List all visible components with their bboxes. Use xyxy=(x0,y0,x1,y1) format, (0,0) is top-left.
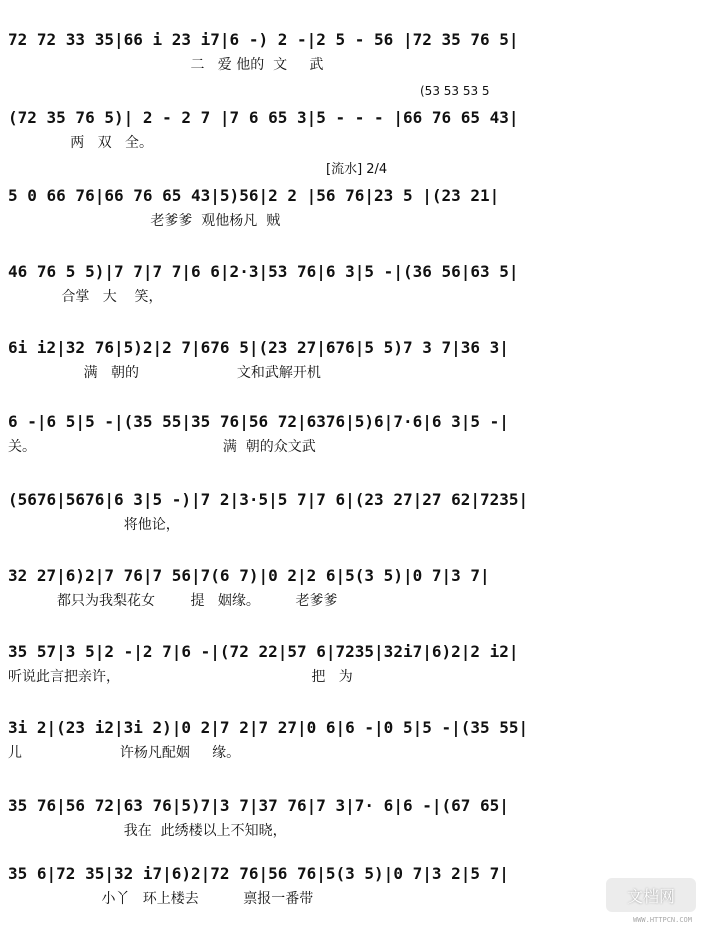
lyrics-line: 两 双 全。 xyxy=(8,135,154,151)
lyrics-line: 满 朝的 文和武解开机 xyxy=(8,365,321,381)
score-system-7 xyxy=(0,490,710,560)
lyrics-line: 我在 此绣楼以上不知晓， xyxy=(8,823,287,839)
notation-line: 5 0 66 76|66 76 65 43|5)56|2 2 |56 76|23 5 |(23 21| xyxy=(8,186,500,205)
lyrics-line: 听说此言把亲许， 把 为 xyxy=(8,669,353,685)
notation-line: 6 -|6 5|5 -|(35 55|35 76|56 72|6376|5)6|7·6|6 3|5 -| xyxy=(8,412,509,431)
site-watermark xyxy=(606,878,696,924)
score-system-6 xyxy=(0,412,710,482)
score-system-9 xyxy=(0,642,710,712)
notation-line: 35 6|72 35|32 i7|6)2|72 76|56 76|5(3 5)|0 7|3 2|5 7| xyxy=(8,864,509,883)
lyrics-line: 老爹爹 观他杨凡 贼 xyxy=(8,213,281,229)
notation-line: (5676|5676|6 3|5 -)|7 2|3·5|5 7|7 6|(23 27|27 62|7235| xyxy=(8,490,529,509)
notation-line: 46 76 5 5)|7 7|7 7|6 6|2·3|53 76|6 3|5 -|(36 56|63 5| xyxy=(8,262,519,281)
score-system-10 xyxy=(0,718,710,788)
tempo-mark: [流水] 2/4 xyxy=(326,162,388,177)
notation-line: 35 57|3 5|2 -|2 7|6 -|(72 22|57 6|7235|32i7|6)2|2 i2| xyxy=(8,642,519,661)
pickup-annotation: (53 53 53 5 xyxy=(420,84,490,98)
score-system-11 xyxy=(0,796,710,866)
score-system-4 xyxy=(0,262,710,332)
notation-line: (72 35 76 5)| 2 - 2 7 |7 6 65 3|5 - - - |66 76 65 43| xyxy=(8,108,519,127)
score-system-12 xyxy=(0,864,710,934)
notation-line: 32 27|6)2|7 76|7 56|7(6 7)|0 2|2 6|5(3 5)|0 7|3 7| xyxy=(8,566,490,585)
score-system-1 xyxy=(0,30,710,100)
score-system-3 xyxy=(0,186,710,256)
notation-line: 6i i2|32 76|5)2|2 7|676 5|(23 27|676|5 5)7 3 7|36 3| xyxy=(8,338,509,357)
lyrics-line: 儿 许杨凡配姻 缘。 xyxy=(8,745,241,761)
lyrics-line: 合掌 大 笑， xyxy=(8,289,163,305)
notation-line: 72 72 33 35|66 i 23 i7|6 -) 2 -|2 5 - 56 |72 35 76 5| xyxy=(8,30,519,49)
notation-line: 3i 2|(23 i2|3i 2)|0 2|7 2|7 27|0 6|6 -|0 5|5 -|(35 55| xyxy=(8,718,529,737)
score-system-5 xyxy=(0,338,710,408)
lyrics-line: 关。 满 朝的众文武 xyxy=(8,439,316,455)
lyrics-line: 都只为我梨花女 提 姻缘。 老爹爹 xyxy=(8,593,338,609)
watermark-text: 文档网 xyxy=(626,886,675,906)
notation-line: 35 76|56 72|63 76|5)7|3 7|37 76|7 3|7· 6|6 -|(67 65| xyxy=(8,796,509,815)
lyrics-line: 小丫 环上楼去 禀报一番带 xyxy=(8,891,314,907)
lyrics-line: 将他论， xyxy=(8,517,180,533)
lyrics-line: 二 爱 他的 文 武 xyxy=(8,57,324,73)
score-system-8 xyxy=(0,566,710,636)
watermark-url: WWW.HTTPCN.COM xyxy=(632,916,692,924)
